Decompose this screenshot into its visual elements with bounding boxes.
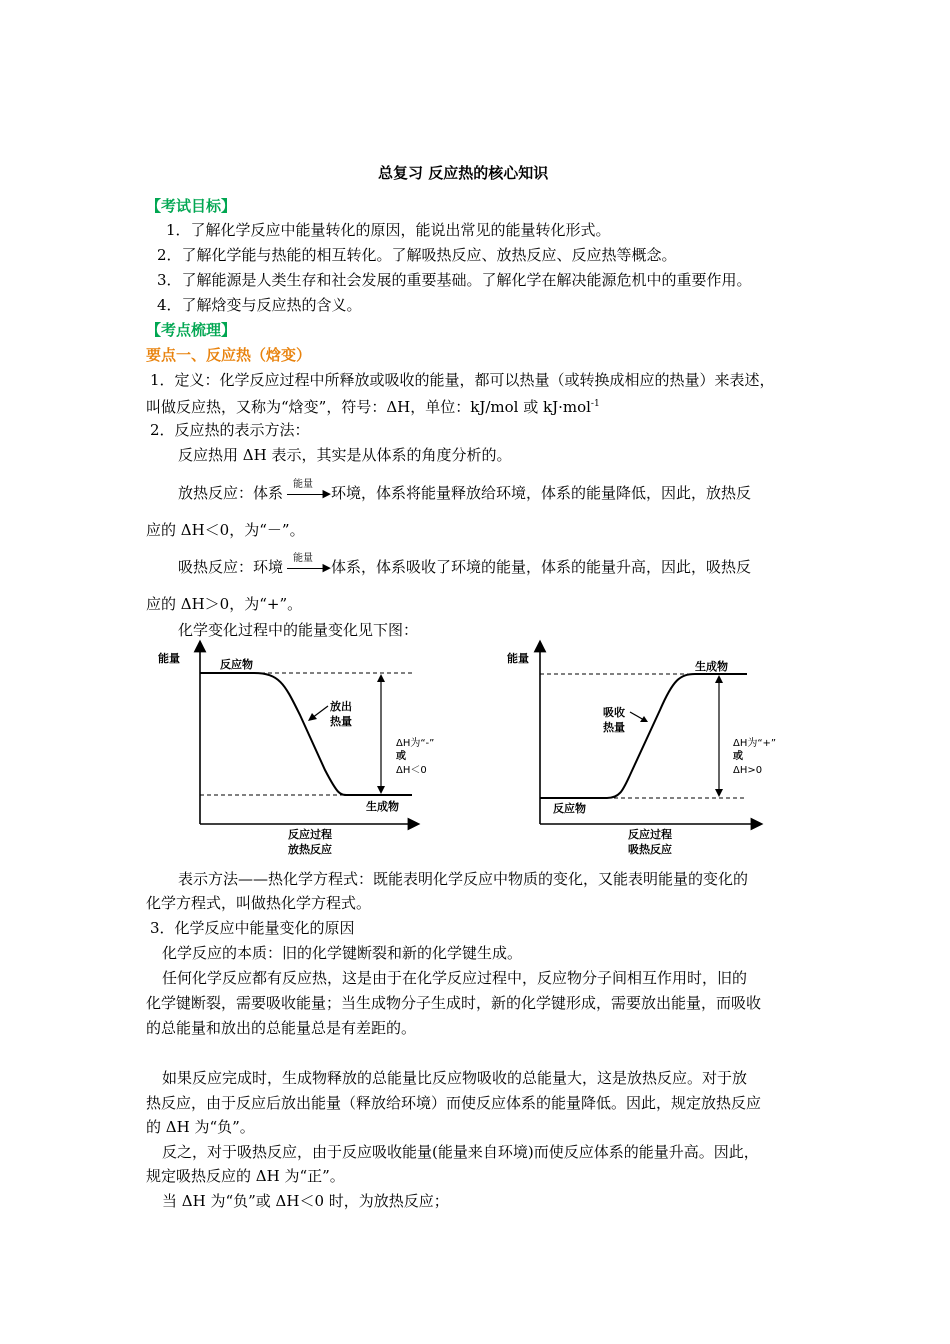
figure-intro: 化学变化过程中的能量变化见下图：	[178, 621, 419, 639]
delta-h-text: 或	[396, 751, 406, 762]
energy-arrow: 能量 ▶	[283, 557, 331, 577]
goal-item: 3．了解能源是人类生存和社会发展的重要基础。了解化学在解决能源危机中的重要作用。	[157, 271, 752, 289]
point-heading: 要点一、反应热（焓变）	[146, 346, 312, 364]
page-title: 总复习 反应热的核心知识	[378, 164, 549, 182]
delta-h-text: ΔH>0	[733, 765, 763, 776]
paragraph-line: 任何化学反应都有反应热，这是由于在化学反应过程中，反应物分子间相互作用时，旧的	[162, 969, 748, 987]
paragraph-line: 的 ΔH 为“负”。	[146, 1118, 255, 1136]
reactant-label: 反应物	[553, 802, 586, 815]
energy-curve	[607, 674, 695, 798]
section-key-points: 【考点梳理】	[146, 321, 237, 339]
goal-item: 4．了解焓变与反应热的含义。	[157, 296, 362, 314]
endothermic-line: 应的 ΔH＞0，为“+”。	[146, 595, 303, 613]
method-line: 表示方法——热化学方程式：既能表明化学反应中物质的变化，又能表明能量的变化的	[178, 870, 749, 888]
curve-label: 放出	[330, 700, 352, 713]
goal-item: 1．了解化学反应中能量转化的原因，能说出常见的能量转化形式。	[166, 221, 611, 239]
exothermic-line: 应的 ΔH＜0，为“－”。	[146, 521, 305, 539]
delta-h-text: ΔH＜0	[396, 765, 427, 776]
paragraph-line: 反之，对于吸热反应，由于反应吸收能量(能量来自环境)而使反应体系的能量升高。因此，	[162, 1143, 759, 1161]
paragraph-line: 热反应，由于反应后放出能量（释放给环境）而使反应体系的能量降低。因此，规定放热反应	[146, 1094, 762, 1112]
curve-label: 热量	[330, 715, 352, 728]
method-line: 化学方程式，叫做热化学方程式。	[146, 894, 372, 912]
representation-line: 反应热用 ΔH 表示，其实是从体系的角度分析的。	[178, 446, 512, 464]
unit-exponent: -1	[590, 399, 600, 409]
x-axis-caption: 吸热反应	[628, 843, 672, 856]
energy-curve	[254, 673, 348, 795]
delta-h-text: ΔH为“-”	[396, 738, 435, 749]
paragraph-line: 的总能量和放出的总能量总是有差距的。	[146, 1019, 417, 1037]
energy-arrow: 能量 ▶	[283, 483, 331, 503]
y-axis-label: 能量	[507, 652, 529, 665]
curve-label: 热量	[603, 721, 625, 734]
product-label: 生成物	[366, 800, 399, 813]
paragraph-line: 当 ΔH 为“负”或 ΔH＜0 时，为放热反应；	[162, 1192, 449, 1210]
endothermic-diagram	[495, 640, 775, 862]
x-axis-caption: 放热反应	[288, 843, 332, 856]
definition-line: 叫做反应热，又称为“焓变”，符号：ΔH，单位：kJ/mol 或 kJ·mol$^{-1}$	[146, 398, 600, 416]
curve-label: 吸收	[603, 706, 625, 719]
reactant-label: 反应物	[220, 658, 253, 671]
nature-line: 化学反应的本质：旧的化学键断裂和新的化学键生成。	[162, 944, 523, 962]
definition-line: 1．定义：化学反应过程中所释放或吸收的能量，都可以热量（或转换成相应的热量）来表述，	[150, 371, 775, 389]
x-axis-label: 反应过程	[288, 828, 332, 841]
representation-heading: 2．反应热的表示方法：	[150, 421, 310, 439]
product-label: 生成物	[695, 660, 728, 673]
paragraph-line: 规定吸热反应的 ΔH 为“正”。	[146, 1167, 345, 1185]
paragraph-line: 化学键断裂，需要吸收能量；当生成物分子生成时，新的化学键形成，需要放出能量，而吸收	[146, 994, 762, 1012]
x-axis-label: 反应过程	[628, 828, 672, 841]
exothermic-diagram	[150, 640, 435, 862]
paragraph-line: 如果反应完成时，生成物释放的总能量比反应物吸收的总能量大，这是放热反应。对于放	[162, 1069, 748, 1087]
y-axis-label: 能量	[158, 652, 180, 665]
exothermic-line: 放热反应：体系 能量 ▶ 环境，体系将能量释放给环境，体系的能量降低，因此，放热反	[178, 479, 752, 502]
goal-item: 2．了解化学能与热能的相互转化。了解吸热反应、放热反应、反应热等概念。	[157, 246, 677, 264]
delta-h-text: ΔH为“+”	[733, 738, 777, 749]
delta-h-text: 或	[733, 751, 743, 762]
endothermic-line: 吸热反应：环境 能量 ▶ 体系，体系吸收了环境的能量，体系的能量升高，因此，吸热反	[178, 553, 752, 576]
cause-heading: 3．化学反应中能量变化的原因	[150, 919, 355, 937]
section-exam-goals: 【考试目标】	[146, 197, 237, 215]
